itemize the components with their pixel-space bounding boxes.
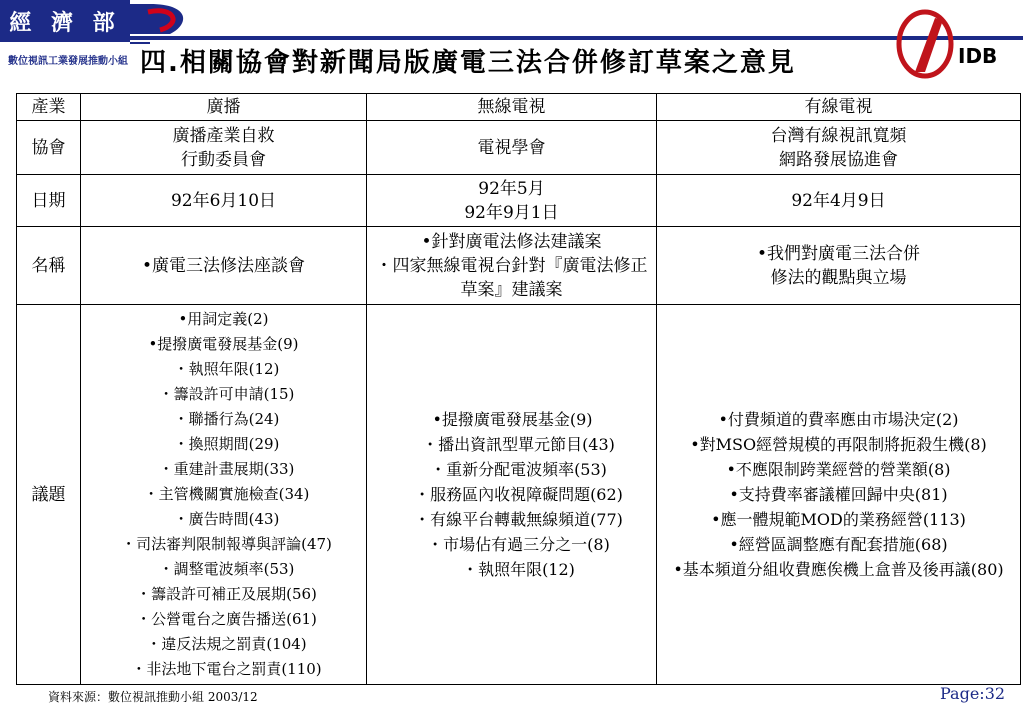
- list-item: •提撥廣電發展基金(9): [148, 335, 299, 353]
- list-item: •基本頻道分組收費應俟機上盒普及後再議(80): [673, 560, 1004, 579]
- issues-wireless-list: [367, 305, 657, 685]
- issues-broadcast-list: [81, 305, 367, 685]
- source-footnote: 資料來源：數位視訊推動小組 2003/12: [48, 690, 258, 704]
- list-item: ・重新分配電波頻率(53): [430, 460, 607, 479]
- issues-row: [17, 305, 1021, 685]
- association-cable: 台灣有線視訊寬頻 網路發展協進會: [657, 121, 1021, 175]
- date-wireless: 92年5月 92年9月1日: [367, 175, 657, 227]
- association-wireless: 電視學會: [367, 121, 657, 175]
- list-item: •用詞定義(2): [178, 310, 269, 328]
- list-item: ・調整電波頻率(53): [158, 560, 295, 578]
- date-row: [17, 175, 1021, 227]
- header-industry: 產業: [17, 94, 81, 121]
- list-item: •經營區調整應有配套措施(68): [729, 535, 948, 554]
- row-label-association: 協會: [17, 121, 81, 175]
- list-item: ・籌設許可補正及展期(56): [136, 585, 317, 603]
- list-item: ・市場佔有過三分之一(8): [427, 535, 610, 554]
- list-item: •提撥廣電發展基金(9): [432, 410, 593, 429]
- list-item: ・執照年限(12): [173, 360, 280, 378]
- name-cable: •我們對廣電三法合併 修法的觀點與立場: [657, 227, 1021, 305]
- list-item: ・聯播行為(24): [173, 410, 280, 428]
- name-wireless-item-1: •針對廣電法修法建議案: [421, 231, 602, 252]
- header-bar: [0, 0, 1023, 88]
- page-number: Page:32: [940, 684, 1006, 703]
- list-item: ・非法地下電台之罰責(110): [131, 660, 322, 678]
- list-item: ・廣告時間(43): [173, 510, 280, 528]
- name-wireless: [367, 227, 657, 305]
- associations-table: [16, 93, 1021, 685]
- association-row: [17, 121, 1021, 175]
- list-item: •支持費率審議權回歸中央(81): [729, 485, 948, 504]
- list-item: ・播出資訊型單元節目(43): [422, 435, 615, 454]
- list-item: ・違反法規之罰責(104): [146, 635, 307, 653]
- name-row: [17, 227, 1021, 305]
- date-broadcast: 92年6月10日: [81, 175, 367, 227]
- issues-cable-list: [657, 305, 1021, 685]
- list-item: ・籌設許可申請(15): [158, 385, 295, 403]
- association-broadcast: 廣播產業自救 行動委員會: [81, 121, 367, 175]
- row-label-date: 日期: [17, 175, 81, 227]
- list-item: •付費頻道的費率應由市場決定(2): [718, 410, 959, 429]
- list-item: ・有線平台轉載無線頻道(77): [414, 510, 623, 529]
- row-label-issues: 議題: [17, 305, 81, 685]
- list-item: ・換照期間(29): [173, 435, 280, 453]
- header-broadcast: 廣播: [81, 94, 367, 121]
- idb-logo-text: IDB: [958, 44, 998, 68]
- page-title: 四.相關協會對新聞局版廣電三法合併修訂草案之意見: [140, 48, 796, 78]
- list-item: ・執照年限(12): [462, 560, 575, 579]
- list-item: ・主管機關實施檢查(34): [143, 485, 310, 503]
- header-cable-tv: 有線電視: [657, 94, 1021, 121]
- date-cable: 92年4月9日: [657, 175, 1021, 227]
- list-item: •不應限制跨業經營的營業額(8): [726, 460, 951, 479]
- name-broadcast: •廣電三法修法座談會: [81, 227, 367, 305]
- list-item: ・司法審判限制報導與評論(47): [121, 535, 332, 553]
- unit-name: 數位視訊工業發展推動小組: [8, 56, 128, 67]
- list-item: ・服務區內收視障礙問題(62): [414, 485, 623, 504]
- header-wireless-tv: 無線電視: [367, 94, 657, 121]
- list-item: ・重建計畫展期(33): [158, 460, 295, 478]
- list-item: •應一體規範MOD的業務經營(113): [711, 510, 966, 529]
- list-item: •對MSO經營規模的再限制將扼殺生機(8): [690, 435, 987, 454]
- row-label-name: 名稱: [17, 227, 81, 305]
- list-item: ・公營電台之廣告播送(61): [136, 610, 317, 628]
- ministry-badge: 經 濟 部: [0, 0, 130, 42]
- table-header-row: [17, 94, 1021, 121]
- name-wireless-item-2: ・四家無線電視台針對『廣電法修正草案』建議案: [375, 255, 648, 300]
